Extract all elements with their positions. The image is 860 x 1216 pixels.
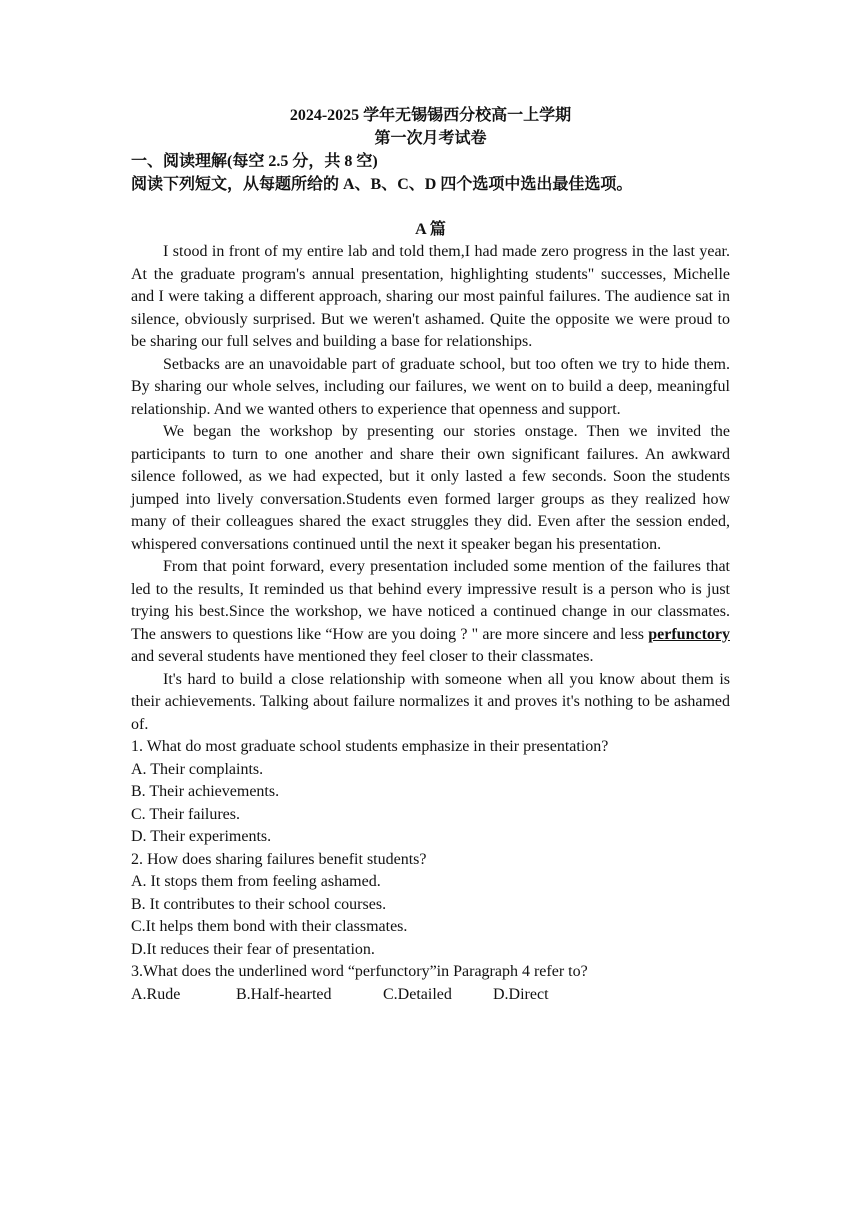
exam-title-line1: 2024-2025 学年无锡锡西分校高一上学期 (289, 107, 572, 124)
section-heading: 一、阅读理解(每空 2.5 分，共 8 空) (131, 153, 378, 170)
question-1 (131, 736, 730, 849)
question-stem: 2. How does sharing failures benefit students? (131, 850, 427, 868)
option-a: A. It stops them from feeling ashamed. (131, 873, 381, 890)
option-a: A.Rude (131, 985, 181, 1003)
passage-paragraph-2: Setbacks are an unavoidable part of graduate school, but too often we try to hide them. By sharing our whole selves, including our failures, we went on to build a deep, meaningful relationship. And we wanted others to experience that openness and support. (131, 355, 730, 418)
options-row (131, 984, 730, 1007)
option-c: C. Their failures. (131, 805, 241, 823)
option-c: C.It helps them bond with their classmates. (131, 918, 408, 935)
option-d: D. Their experiments. (131, 828, 272, 845)
passage-paragraph-5: It's hard to build a close relationship with someone when all you know about them is their achievements. Talking about failure normalizes it and proves it's nothing to be ashamed of. (131, 670, 730, 733)
question-2 (131, 849, 730, 962)
exam-page (131, 104, 730, 1006)
question-3 (131, 961, 730, 1006)
option-b: B. It contributes to their school courses. (131, 895, 387, 913)
passage-paragraph-4 (131, 556, 730, 669)
underlined-word-perfunctory: perfunctory (648, 625, 730, 643)
passage-title: A 篇 (415, 221, 446, 238)
option-d: D.Direct (493, 985, 549, 1003)
option-c: C.Detailed (383, 985, 452, 1003)
paragraph-4-text-after: and several students have mentioned they feel closer to their classmates. (131, 648, 594, 665)
option-d: D.It reduces their fear of presentation. (131, 940, 375, 958)
option-b: B.Half-hearted (236, 985, 332, 1003)
option-b: B. Their achievements. (131, 783, 280, 800)
option-a: A. Their complaints. (131, 760, 264, 778)
paragraph-4-text-before: From that point forward, every presentation included some mention of the failures that led to the results, It reminded us that behind every impressive result is a person who is just trying his best.Since the workshop, we have noticed a continued change in our classmates. The answers to questions like “How are you doing ? " are more sincere and less (131, 558, 730, 643)
question-stem: 3.What does the underlined word “perfunctory”in Paragraph 4 refer to? (131, 963, 588, 980)
passage-paragraph-3: We began the workshop by presenting our stories onstage. Then we invited the participants to turn to one another and share their own significant failures. An awkward silence followed, as we had expected, but it only lasted a few seconds. Soon the students jumped into lively conversation.Students even formed larger groups as they realized how many of their colleagues shared the exact struggles they did. Even after the session ended, whispered conversations continued until the next it speaker began his presentation. (131, 423, 730, 553)
question-stem: 1. What do most graduate school students emphasize in their presentation? (131, 738, 609, 755)
passage-paragraph-1: I stood in front of my entire lab and told them,I had made zero progress in the last year. At the graduate program's annual presentation, highlighting students" successes, Michelle and I were taking a different approach, sharing our most painful failures. The audience sat in silence, obviously surprised. But we weren't ashamed. Quite the opposite we were proud to be sharing our full selves and building a base for relationships. (131, 243, 730, 350)
instruction-text: 阅读下列短文，从每题所给的 A、B、C、D 四个选项中选出最佳选项。 (131, 176, 633, 193)
exam-title-line2: 第一次月考试卷 (374, 130, 487, 147)
